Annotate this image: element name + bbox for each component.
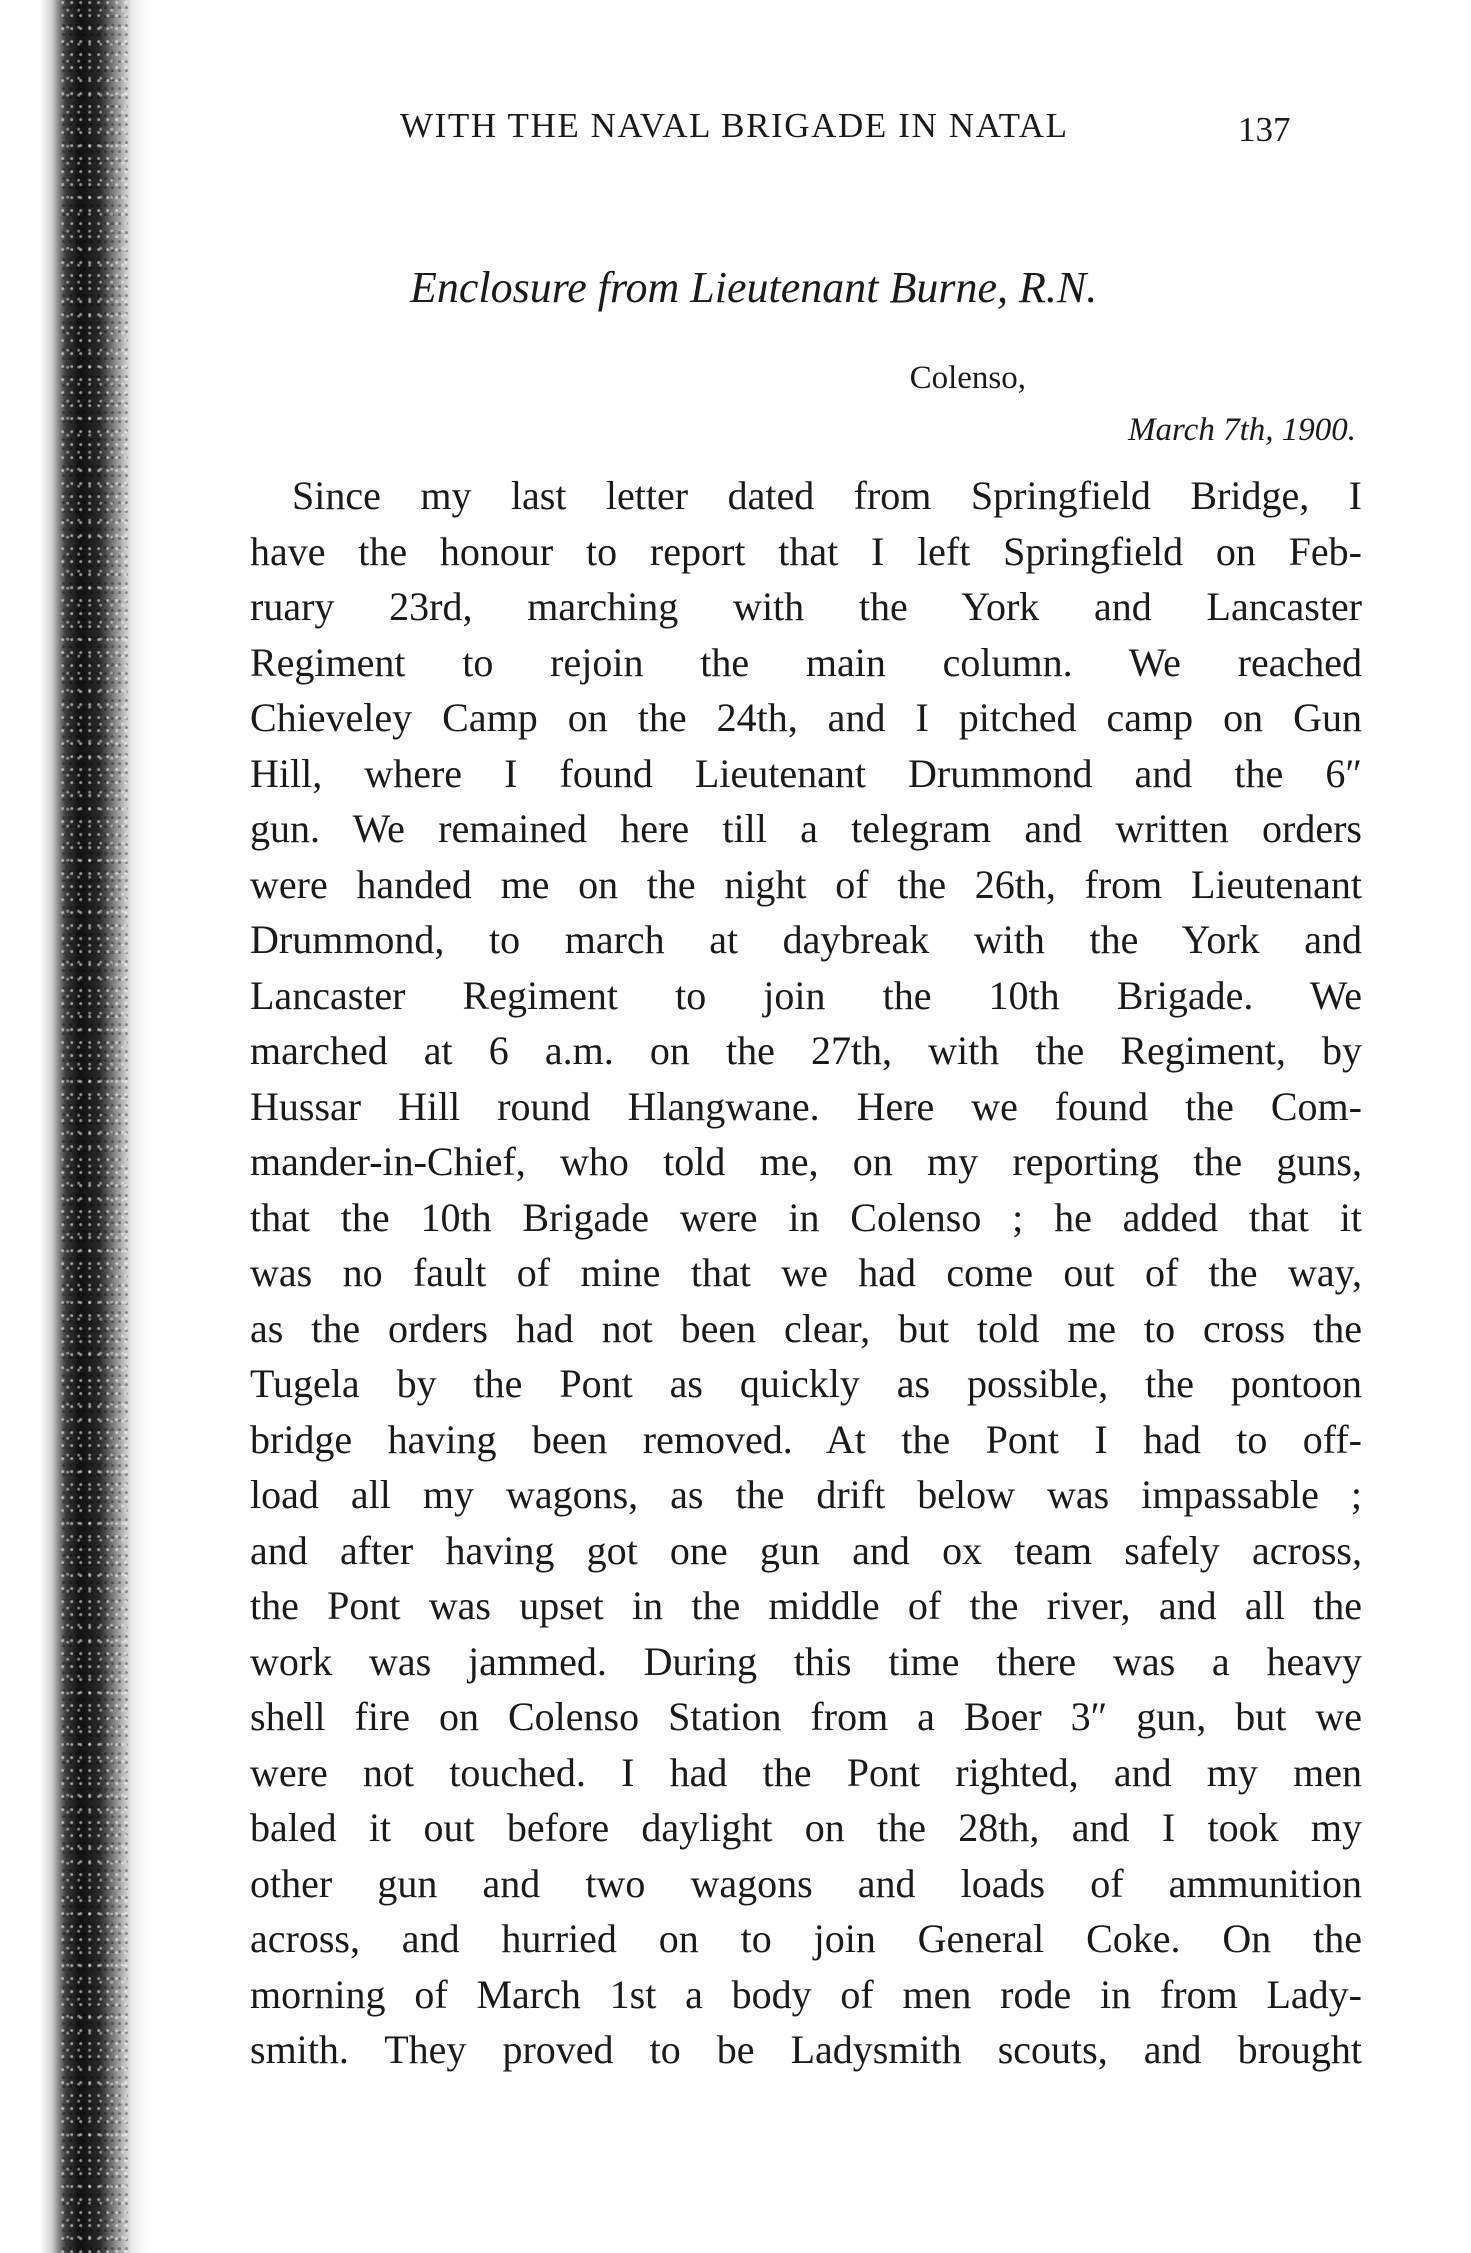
body-line: baled it out before daylight on the 28th, and I took my [250, 1805, 1362, 1850]
binding-texture [60, 0, 130, 2253]
body-line: were handed me on the night of the 26th, from Lieutenant [250, 861, 1362, 907]
body-line: as the orders had not been clear, but told me to cross the [250, 1305, 1362, 1351]
body-line: Lancaster Regiment to join the 10th Brigade. We [250, 972, 1362, 1018]
body-line: load all my wagons, as the drift below was impassable ; [250, 1472, 1362, 1517]
body-line: work was jammed. During this time there was a heavy [250, 1638, 1362, 1684]
body-line: and after having got one gun and ox team safely across, [250, 1527, 1362, 1573]
dateline [910, 352, 1356, 456]
body-line: across, and hurried on to join General Coke. On the [250, 1916, 1362, 1961]
body-line: Chieveley Camp on the 24th, and I pitched camp on Gun [250, 695, 1362, 740]
body-line: were not touched. I had the Pont righted, and my men [250, 1749, 1362, 1795]
body-line: Tugela by the Pont as quickly as possible, the pontoon [250, 1361, 1362, 1406]
body-line: have the honour to report that I left Springfield on Feb- [250, 528, 1362, 574]
body-line: smith. They proved to be Ladysmith scouts, and brought [250, 2027, 1362, 2072]
enclosure-heading: Enclosure from Lieutenant Burne, R.N. [410, 263, 1098, 312]
body-line: Drummond, to march at daybreak with the York and [250, 917, 1362, 962]
dateline-place: Colenso, [909, 360, 1026, 396]
body-line: the Pont was upset in the middle of the river, and all the [250, 1583, 1362, 1628]
body-line: shell fire on Colenso Station from a Boer 3″ gun, but we [250, 1694, 1362, 1739]
page-number: 137 [1238, 110, 1291, 149]
body-line: marched at 6 a.m. on the 27th, with the Regiment, by [250, 1028, 1362, 1073]
running-head [400, 106, 1370, 156]
body-line: was no fault of mine that we had come out of the way, [250, 1250, 1362, 1295]
body-line: that the 10th Brigade were in Colenso ; he added that it [250, 1194, 1362, 1240]
dateline-date-text: March 7th, 1900. [1128, 412, 1356, 448]
body-line: Hill, where I found Lieutenant Drummond and the 6″ [250, 750, 1362, 796]
body-line: mander-in-Chief, who told me, on my reporting the guns, [250, 1139, 1362, 1184]
body-line: ruary 23rd, marching with the York and Lancaster [250, 584, 1362, 629]
dateline-date [910, 404, 1356, 456]
body-line: Regiment to rejoin the main column. We reached [250, 639, 1362, 685]
body-line: Since my last letter dated from Springfield Bridge, I [292, 473, 1362, 518]
running-head-title: WITH THE NAVAL BRIGADE IN NATAL [400, 106, 1069, 145]
body-line: gun. We remained here till a telegram and written orders [250, 806, 1362, 851]
body-line: other gun and two wagons and loads of ammunition [250, 1860, 1362, 1906]
body-line: morning of March 1st a body of men rode in from Lady- [250, 1971, 1362, 2017]
letter-body [250, 468, 1362, 2078]
body-line: Hussar Hill round Hlangwane. Here we found the Com- [250, 1083, 1362, 1129]
body-line: bridge having been removed. At the Pont I had to off- [250, 1416, 1362, 1462]
